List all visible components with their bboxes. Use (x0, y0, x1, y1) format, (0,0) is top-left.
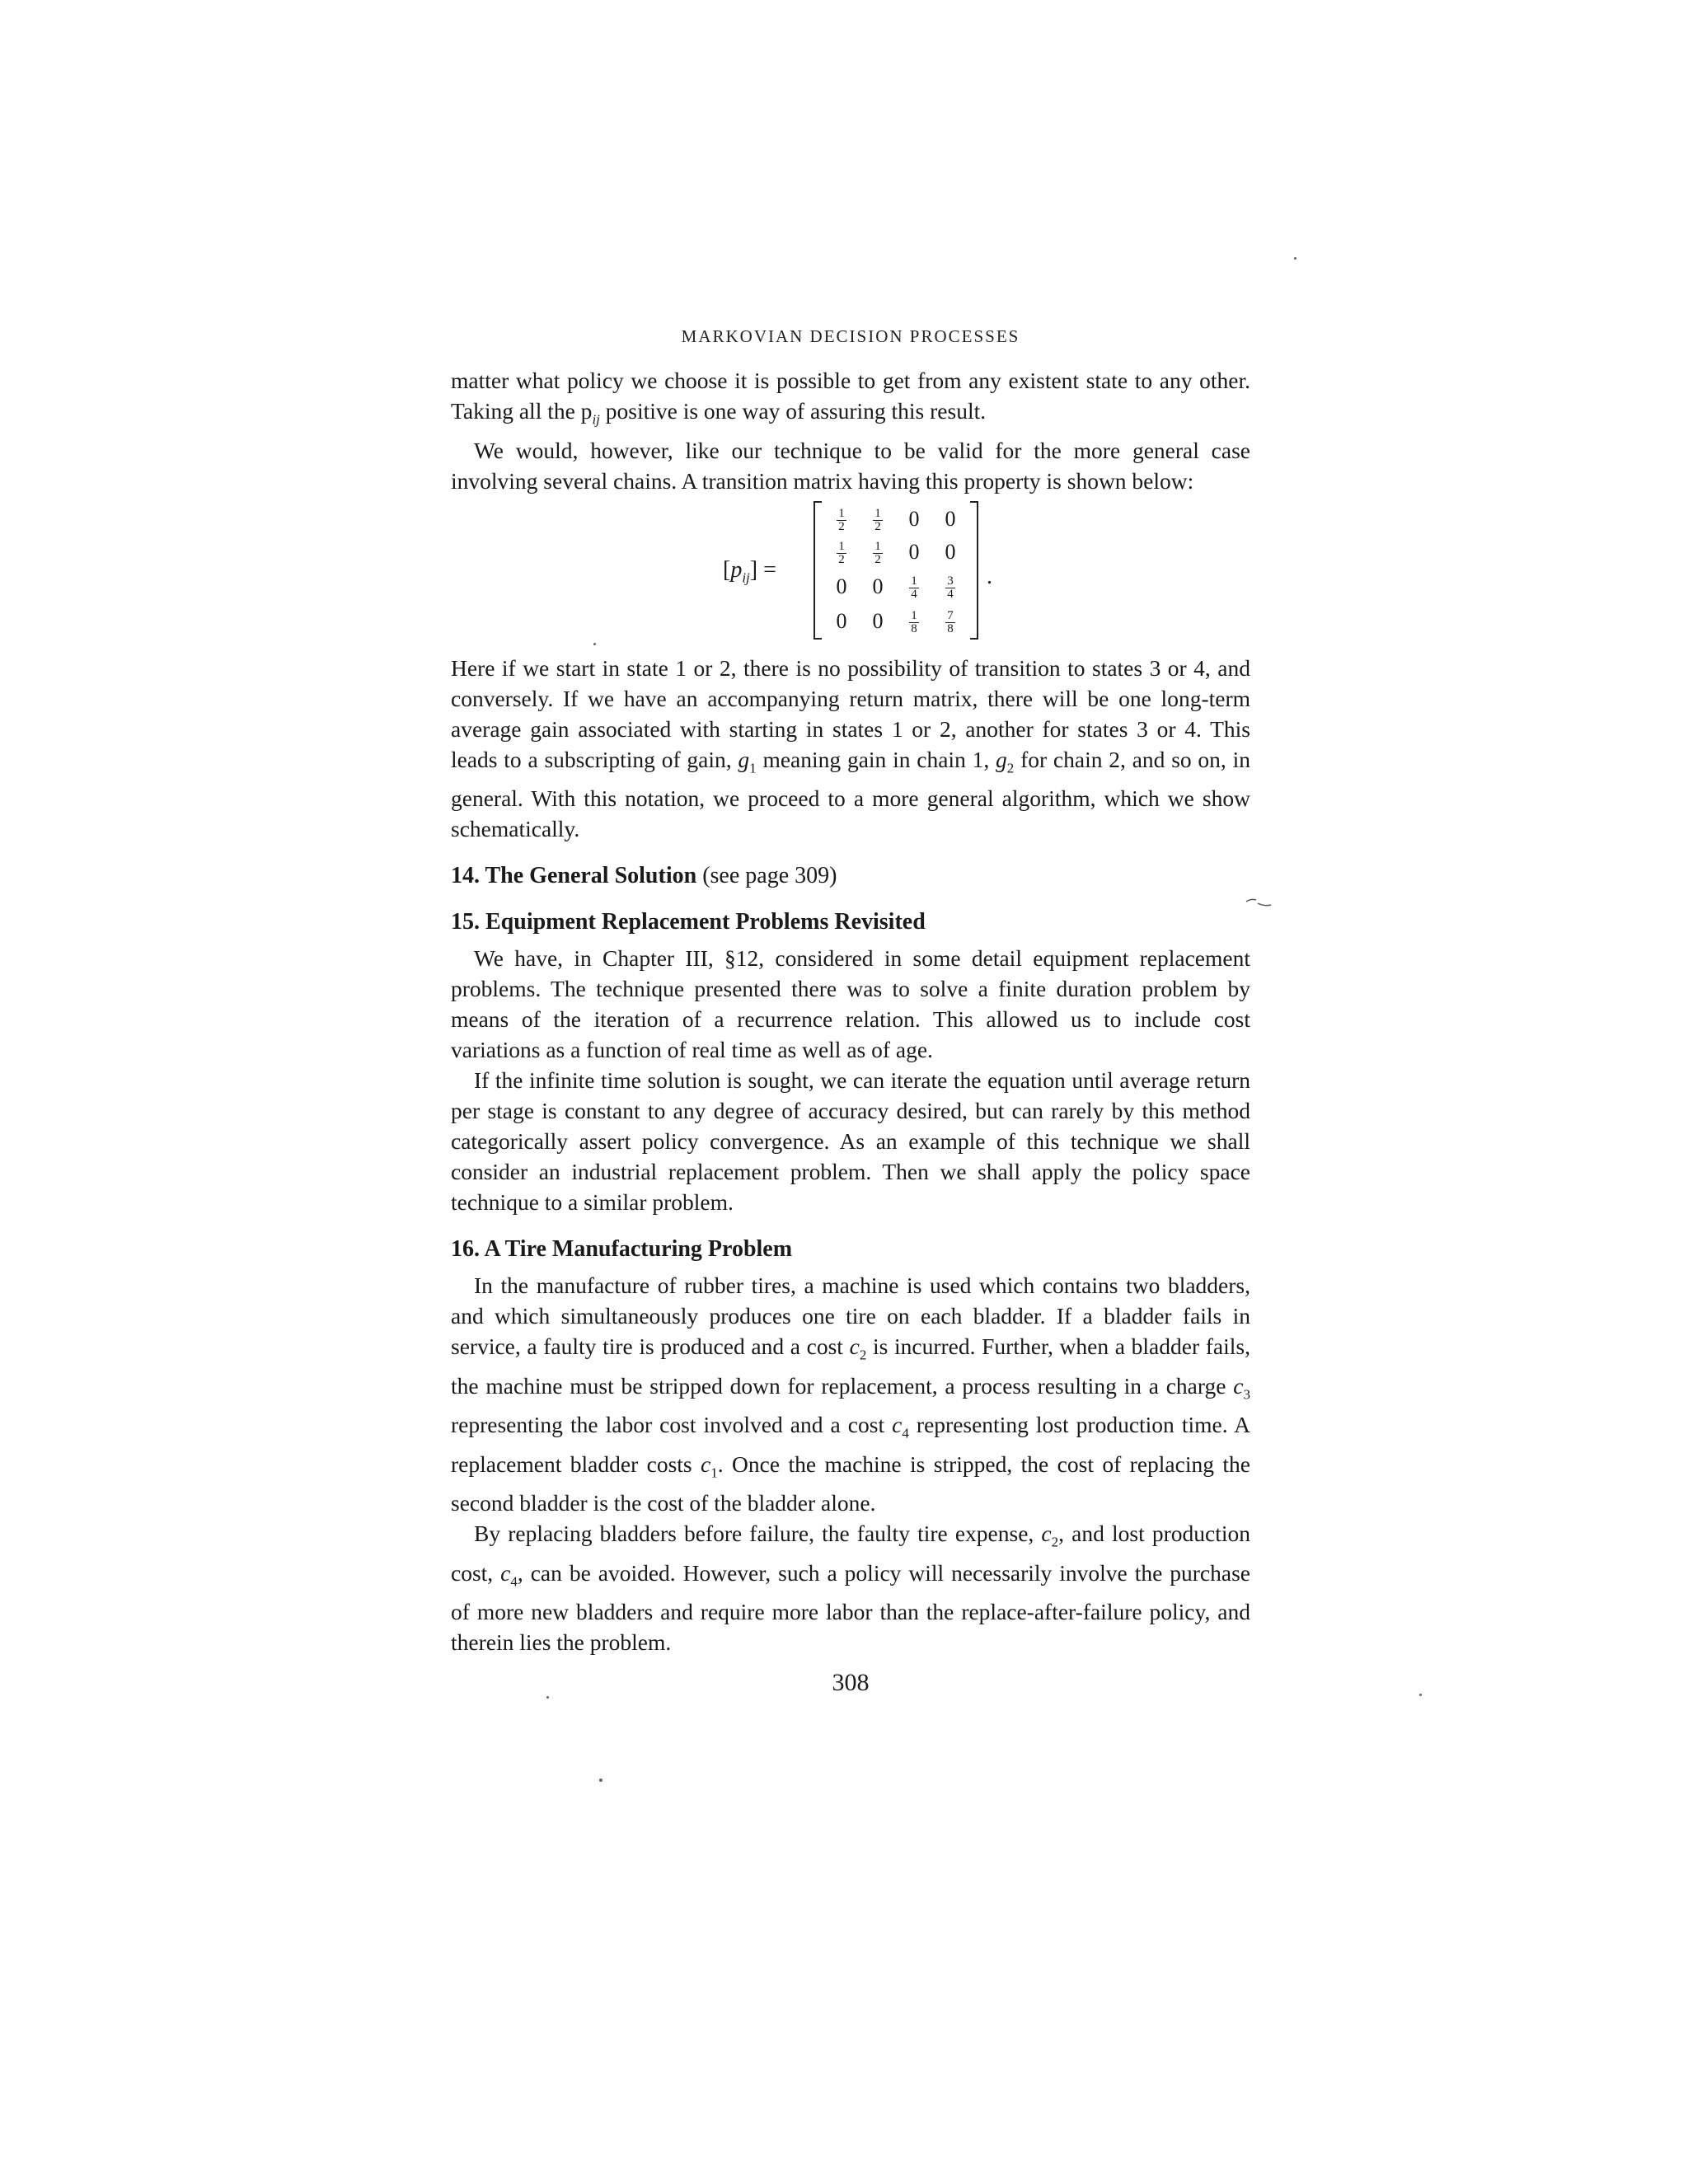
matrix-cell (934, 605, 967, 638)
transition-matrix (814, 501, 978, 641)
matrix-cell (825, 536, 858, 569)
matrix-cell: 0 (836, 574, 847, 598)
paragraph-7: By replacing bladders before failure, the faulty tire expense, $c_2$, and lost production cost, $c_4$, can be avoided. However, such a policy will necessarily involve the purchase of more new bladders and require more labor than the replace-after-failure policy, and therein lies the problem. (451, 1521, 1250, 1655)
matrix-cell: 0 (872, 608, 884, 633)
scan-speck (1419, 1694, 1422, 1696)
book-page (451, 326, 1250, 1697)
matrix-cell (934, 570, 967, 603)
matrix-cell: 0 (908, 539, 920, 564)
section-14-heading: 14. The General Solution (see page 309) (451, 863, 837, 888)
page-number: 308 (832, 1669, 870, 1696)
paragraph-3: Here if we start in state 1 or 2, there is no possibility of transition to states 3 or 4, and conversely. If we have an accompanying return matrix, there will be one long-term average gain associated with starting in states 1 or 2, another for states 3 or 4. This leads to a subscripting of gain, $g_1$ meaning gain in chain 1, $g_2$ for chain 2, and so on, in general. With this notation, we proceed to a more general algorithm, which we show schematically. (451, 654, 1250, 841)
matrix-fraction: $\frac{1}{2}$ (874, 507, 881, 534)
matrix-cell: 0 (945, 539, 956, 564)
matrix-fraction: $\frac{1}{2}$ (874, 540, 881, 567)
paragraph-6: In the manufacture of rubber tires, a machine is used which contains two bladders, and which simultaneously produces one tire on each bladder. If a bladder fails in service, a faulty tire is produced and a cost $c_2$ is incurred. Further, when a bladder fails, the machine must be stripped down for replacement, a process resulting in a charge $c_3$ representing the labor cost involved and a cost $c_4$ representing lost production time. A replacement bladder costs $c_1$. Once the machine is stripped, the cost of replacing the second bladder is the cost of the bladder alone. (451, 1272, 1251, 1516)
matrix-cell (861, 536, 894, 569)
matrix-cell (861, 503, 894, 536)
matrix-fraction: $\frac{1}{2}$ (838, 507, 845, 534)
matrix-fraction: $\frac{3}{4}$ (947, 574, 954, 602)
transition-matrix-equation (451, 499, 1250, 646)
matrix-fraction: $\frac{1}{8}$ (911, 609, 917, 636)
matrix-left-bracket (814, 501, 822, 640)
paragraph-5: If the infinite time solution is sought, we can iterate the equation until average return per stage is constant to any degree of accuracy desired, but can rarely by this method categorically assert policy convergence. As an example of this technique we shall consider an industrial replacement problem. Then we shall apply the policy space technique to a similar problem. (451, 1067, 1250, 1215)
running-head: MARKOVIAN DECISION PROCESSES (681, 326, 1020, 346)
matrix-cell: 0 (872, 574, 884, 598)
paragraph-2: We would, however, like our technique to be valid for the more general case involving several chains. A transition matrix having this property is shown below: (451, 437, 1250, 494)
scan-mark (1245, 897, 1273, 908)
matrix-cell (825, 503, 858, 536)
matrix-cell (898, 570, 931, 603)
matrix-fraction: $\frac{1}{2}$ (838, 540, 845, 567)
matrix-cell: 0 (945, 506, 956, 531)
scan-speck (593, 643, 596, 645)
matrix-cell (898, 605, 931, 638)
matrix-lhs: $[p_{ij}]$ = (723, 556, 776, 586)
matrix-fraction: $\frac{7}{8}$ (947, 609, 954, 636)
matrix-period: . (987, 563, 992, 589)
matrix-fraction: $\frac{1}{4}$ (911, 574, 917, 602)
paragraph-4: We have, in Chapter III, §12, considered in some detail equipment replacement problems. The technique presented there was to solve a finite duration problem by means of the iteration of a recurrence relation. This allowed us to include cost variations as a function of real time as well as of age. (451, 945, 1250, 1062)
paragraph-1: matter what policy we choose it is possible to get from any existent state to any other. Taking all the $p_{ij}$ positive is one way of assuring this result. (451, 368, 1250, 428)
scan-speck (1294, 257, 1296, 260)
matrix-cell: 0 (908, 506, 920, 531)
matrix-right-bracket (970, 501, 978, 640)
scan-speck (546, 1696, 549, 1699)
section-16-heading: 16. A Tire Manufacturing Problem (451, 1236, 793, 1262)
scan-speck (599, 1779, 603, 1782)
matrix-cell: 0 (836, 608, 847, 633)
section-15-heading: 15. Equipment Replacement Problems Revisited (451, 909, 926, 935)
